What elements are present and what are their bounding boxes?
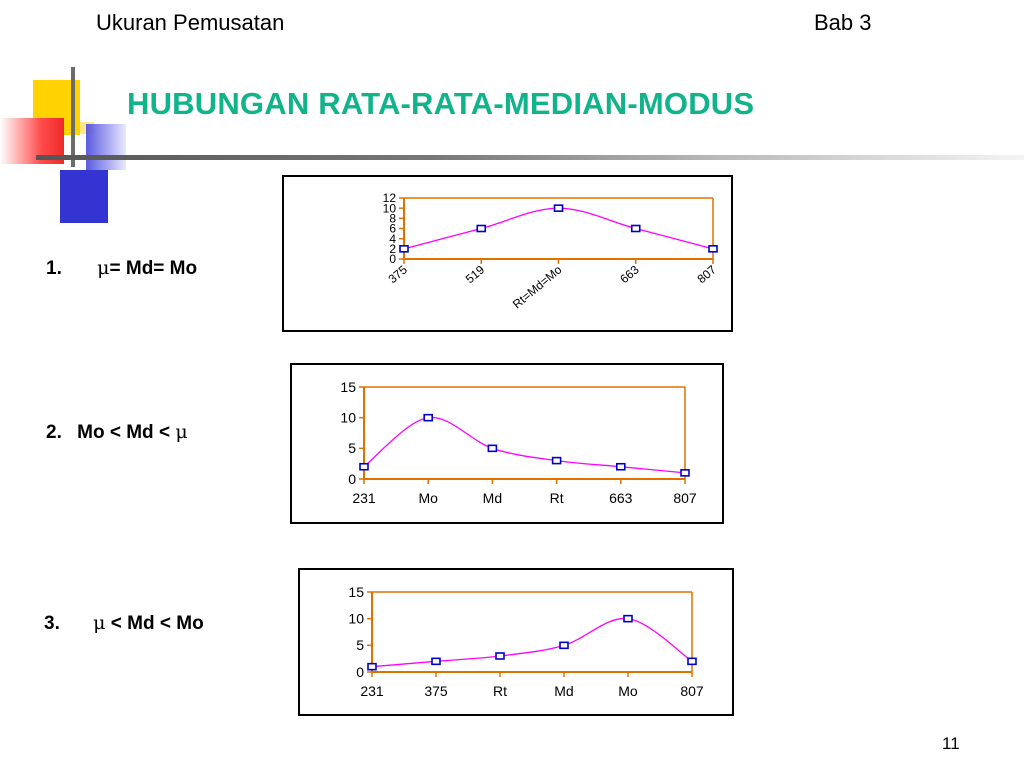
data-point [681, 470, 689, 476]
data-point [477, 226, 485, 232]
chart-2 [292, 365, 722, 522]
y-tick-label: 2 [389, 242, 396, 257]
y-tick-label: 0 [389, 252, 396, 267]
data-point [360, 464, 368, 470]
chart-3 [300, 570, 732, 714]
data-point [617, 464, 625, 470]
mu-symbol: μ [175, 421, 188, 443]
item-text: = Md= Mo [109, 258, 198, 279]
item-number: 1. [46, 258, 62, 279]
y-tick-label: 10 [340, 409, 356, 426]
decor-horizontal-line [36, 155, 1024, 160]
chart-plot [383, 191, 720, 311]
x-tick-label: Mo [618, 683, 638, 699]
data-point [709, 246, 717, 252]
chart-plot [340, 379, 696, 506]
list-item-2 [46, 421, 188, 444]
x-tick-label: 663 [617, 262, 642, 287]
y-tick-label: 15 [348, 583, 364, 600]
x-tick-label: 519 [462, 262, 488, 287]
decor-vertical-line [71, 67, 75, 167]
x-tick-label: 807 [694, 262, 719, 287]
header-left: Ukuran Pemusatan [96, 10, 285, 35]
chart-1-frame [282, 175, 733, 332]
chart-1 [284, 177, 731, 330]
data-point [368, 664, 376, 670]
x-tick-label: Rt=Md=Mo [509, 262, 565, 312]
slide-title: HUBUNGAN RATA-RATA-MEDIAN-MODUS [127, 86, 755, 121]
x-tick-label: Mo [418, 490, 438, 506]
x-tick-label: 375 [385, 262, 410, 287]
series-line [364, 417, 685, 472]
data-point [496, 653, 504, 659]
y-tick-label: 15 [340, 378, 356, 395]
data-point [560, 642, 568, 648]
series-line [404, 208, 713, 249]
x-tick-label: Md [554, 683, 574, 699]
item-text: < Md < Mo [105, 613, 204, 634]
data-point [624, 616, 632, 622]
x-tick-label: 663 [609, 490, 633, 506]
x-tick-label: 807 [673, 490, 697, 506]
decor-blue-square [60, 170, 108, 223]
item-number: 3. [44, 613, 60, 634]
data-point [555, 205, 563, 211]
y-tick-label: 5 [348, 440, 356, 457]
data-point [424, 415, 432, 421]
chart-2-frame [290, 363, 724, 524]
list-item-1 [46, 257, 197, 280]
data-point [488, 445, 496, 451]
data-point [553, 458, 561, 464]
header-right: Bab 3 [814, 10, 872, 35]
mu-symbol: μ [97, 257, 110, 279]
item-number: 2. [46, 422, 62, 443]
x-tick-label: 231 [360, 683, 384, 699]
y-tick-label: 0 [348, 470, 356, 487]
decor-blue-fade [86, 124, 126, 170]
y-tick-label: 12 [382, 191, 396, 206]
data-point [632, 226, 640, 232]
chart-plot [348, 584, 703, 699]
data-point [400, 246, 408, 252]
x-tick-label: 807 [680, 683, 704, 699]
item-text: Mo < Md < [77, 422, 176, 443]
page-number: 11 [942, 734, 960, 753]
y-tick-label: 5 [356, 637, 364, 654]
x-tick-label: 375 [424, 683, 448, 699]
data-point [432, 658, 440, 664]
chart-3-frame [298, 568, 734, 716]
y-tick-label: 10 [348, 610, 364, 627]
x-tick-label: 231 [352, 490, 376, 506]
list-item-3 [44, 612, 204, 635]
y-tick-label: 10 [382, 201, 396, 216]
y-tick-label: 6 [389, 221, 396, 236]
mu-symbol: μ [93, 612, 106, 634]
x-tick-label: Rt [493, 683, 507, 699]
y-tick-label: 8 [389, 211, 396, 226]
x-tick-label: Rt [549, 490, 564, 506]
y-tick-label: 4 [389, 231, 396, 246]
y-tick-label: 0 [356, 663, 364, 680]
x-tick-label: Md [482, 490, 503, 506]
data-point [688, 658, 696, 664]
series-line [372, 618, 692, 666]
